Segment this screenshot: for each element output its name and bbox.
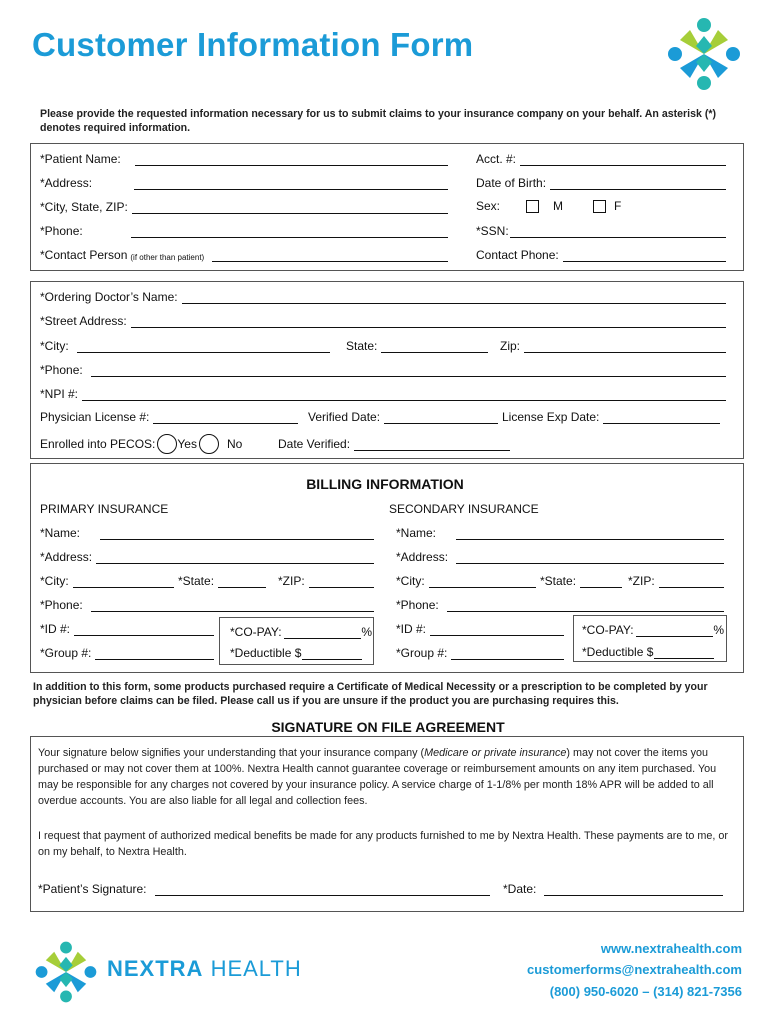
intro-text: Please provide the requested information necessary for us to submit claims to your insurance company on your behalf. An asterisk (*) denotes required information.: [40, 108, 717, 134]
contact-phone-field[interactable]: [476, 248, 726, 262]
patient-name-field[interactable]: [40, 152, 448, 166]
brand-wordmark: [107, 956, 302, 982]
ssn-field[interactable]: [476, 224, 726, 238]
sex-field: [476, 199, 676, 213]
primary-name-label: *Name:: [40, 526, 81, 540]
pecos-no-label: No: [226, 437, 243, 451]
npi-field[interactable]: [40, 387, 726, 401]
primary-zip-label: *ZIP:: [278, 574, 305, 588]
secondary-state-label: *State:: [540, 574, 577, 588]
primary-address-field[interactable]: [40, 550, 374, 564]
nextra-logo-icon: [666, 16, 742, 92]
patient-signature-label: *Patient’s Signature:: [38, 882, 147, 896]
patient-name-label: *Patient Name:: [40, 152, 121, 166]
city-state-zip-field[interactable]: [40, 200, 448, 214]
license-exp-label: License Exp Date:: [502, 410, 600, 424]
secondary-group-label: *Group #:: [396, 646, 448, 660]
secondary-copay-label: *CO-PAY:: [582, 623, 634, 637]
contact-person-field[interactable]: [40, 248, 448, 262]
primary-group-label: *Group #:: [40, 646, 92, 660]
primary-id-field[interactable]: [40, 622, 214, 636]
doctor-city-label: *City:: [40, 339, 69, 353]
phone-number: (800) 950-6020 – (314) 821-7356: [549, 984, 742, 999]
pecos-yes-label: Yes: [177, 437, 197, 451]
primary-heading: PRIMARY INSURANCE: [40, 502, 169, 516]
secondary-zip-field[interactable]: [628, 574, 724, 588]
pecos-field: [40, 434, 260, 454]
signature-p1-end: ) may not cover the items you purchased or may not cover them at 100%. Nextra Health cannot guarantee coverage or reimbursement amounts on any item purchased. You may be responsible for any charges not covered by your insurance policy. A service charge of 1-1/8% per month 18% APR will be added to all overdue accounts. You are also liable for all legal and collection fees.: [38, 747, 717, 807]
doctor-zip-label: Zip:: [500, 339, 521, 353]
city-state-zip-label: *City, State, ZIP:: [40, 200, 128, 214]
signature-title: SIGNATURE ON FILE AGREEMENT: [271, 719, 505, 735]
patient-phone-field[interactable]: [40, 224, 448, 238]
email-link[interactable]: customerforms@nextrahealth.com: [527, 962, 742, 977]
secondary-copay-field[interactable]: [582, 623, 724, 637]
brand-bold: NEXTRA: [107, 956, 204, 981]
doctor-state-field[interactable]: [346, 339, 488, 353]
secondary-name-label: *Name:: [396, 526, 437, 540]
verified-date-label: Verified Date:: [308, 410, 381, 424]
primary-zip-field[interactable]: [278, 574, 374, 588]
secondary-heading: SECONDARY INSURANCE: [389, 502, 539, 516]
secondary-deductible-field[interactable]: [582, 645, 714, 659]
secondary-city-field[interactable]: [396, 574, 536, 588]
secondary-name-field[interactable]: [396, 526, 724, 540]
primary-group-field[interactable]: [40, 646, 214, 660]
pecos-yes-radio[interactable]: [157, 434, 177, 454]
cmn-note: In addition to this form, some products purchased require a Certificate of Medical Necessity or a prescription to be completed by your physician before claims can be filed. Please call us if you are unsure if the product you are purchasing requires this.: [33, 681, 708, 707]
doctor-street-field[interactable]: [40, 314, 726, 328]
primary-state-label: *State:: [178, 574, 215, 588]
signature-p1-emphasis: Medicare or private insurance: [424, 747, 567, 759]
footer-logo-icon: [34, 940, 98, 1004]
primary-address-label: *Address:: [40, 550, 93, 564]
secondary-city-label: *City:: [396, 574, 425, 588]
doctor-state-label: State:: [346, 339, 378, 353]
secondary-zip-label: *ZIP:: [628, 574, 655, 588]
secondary-copay-unit: %: [713, 623, 724, 637]
verified-date-field[interactable]: [308, 410, 498, 424]
secondary-phone-label: *Phone:: [396, 598, 439, 612]
contact-person-note: (if other than patient): [130, 253, 205, 262]
signature-date-field[interactable]: [503, 882, 723, 896]
dob-label: Date of Birth:: [476, 176, 547, 190]
doctor-city-field[interactable]: [40, 339, 330, 353]
primary-state-field[interactable]: [178, 574, 266, 588]
secondary-id-field[interactable]: [396, 622, 564, 636]
secondary-phone-field[interactable]: [396, 598, 724, 612]
signature-paragraph-2: I request that payment of authorized medical benefits be made for any products furnished to me by Nextra Health. These payments are to me, or on my behalf, to Nextra Health.: [38, 830, 728, 858]
secondary-deductible-label: *Deductible $: [582, 645, 654, 659]
secondary-address-label: *Address:: [396, 550, 449, 564]
signature-p1-start: Your signature below signifies your understanding that your insurance company (: [38, 747, 425, 759]
doctor-phone-label: *Phone:: [40, 363, 83, 377]
primary-copay-unit: %: [361, 625, 372, 639]
doctor-zip-field[interactable]: [500, 339, 726, 353]
sex-m-checkbox[interactable]: [526, 200, 539, 213]
secondary-state-field[interactable]: [540, 574, 622, 588]
primary-deductible-field[interactable]: [230, 646, 362, 660]
primary-city-field[interactable]: [40, 574, 174, 588]
acct-field[interactable]: [476, 152, 726, 166]
patient-address-label: *Address:: [40, 176, 93, 190]
license-label: Physician License #:: [40, 410, 150, 424]
license-field[interactable]: [40, 410, 298, 424]
brand-light: HEALTH: [203, 956, 302, 981]
patient-phone-label: *Phone:: [40, 224, 83, 238]
date-verified-field[interactable]: [278, 437, 510, 451]
acct-label: Acct. #:: [476, 152, 517, 166]
patient-address-field[interactable]: [40, 176, 448, 190]
dob-field[interactable]: [476, 176, 726, 190]
primary-phone-label: *Phone:: [40, 598, 83, 612]
license-exp-field[interactable]: [502, 410, 720, 424]
secondary-address-field[interactable]: [396, 550, 724, 564]
primary-city-label: *City:: [40, 574, 69, 588]
secondary-id-label: *ID #:: [396, 622, 427, 636]
sex-f-checkbox[interactable]: [593, 200, 606, 213]
ssn-label: *SSN:: [476, 224, 509, 238]
sex-f-label: F: [614, 199, 622, 213]
contact-person-label: *Contact Person: [40, 248, 128, 262]
primary-id-label: *ID #:: [40, 622, 71, 636]
primary-copay-label: *CO-PAY:: [230, 625, 282, 639]
secondary-group-field[interactable]: [396, 646, 564, 660]
billing-title: BILLING INFORMATION: [306, 476, 464, 492]
sex-m-label: M: [553, 199, 564, 213]
primary-name-field[interactable]: [40, 526, 374, 540]
signature-date-label: *Date:: [503, 882, 537, 896]
pecos-no-radio[interactable]: [199, 434, 219, 454]
doctor-name-label: *Ordering Doctor’s Name:: [40, 290, 178, 304]
primary-phone-field[interactable]: [40, 598, 374, 612]
doctor-phone-field[interactable]: [40, 363, 726, 377]
sex-label: Sex:: [476, 199, 501, 213]
signature-paragraph-1: [38, 745, 738, 809]
website-link[interactable]: www.nextrahealth.com: [600, 941, 742, 956]
doctor-street-label: *Street Address:: [40, 314, 127, 328]
pecos-label: Enrolled into PECOS:: [40, 437, 156, 451]
primary-copay-field[interactable]: [230, 625, 372, 639]
page-title: Customer Information Form: [32, 26, 474, 63]
contact-phone-label: Contact Phone:: [476, 248, 559, 262]
npi-label: *NPI #:: [40, 387, 79, 401]
doctor-name-field[interactable]: [40, 290, 726, 304]
patient-signature-field[interactable]: [38, 882, 490, 896]
date-verified-label: Date Verified:: [278, 437, 351, 451]
primary-deductible-label: *Deductible $: [230, 646, 302, 660]
